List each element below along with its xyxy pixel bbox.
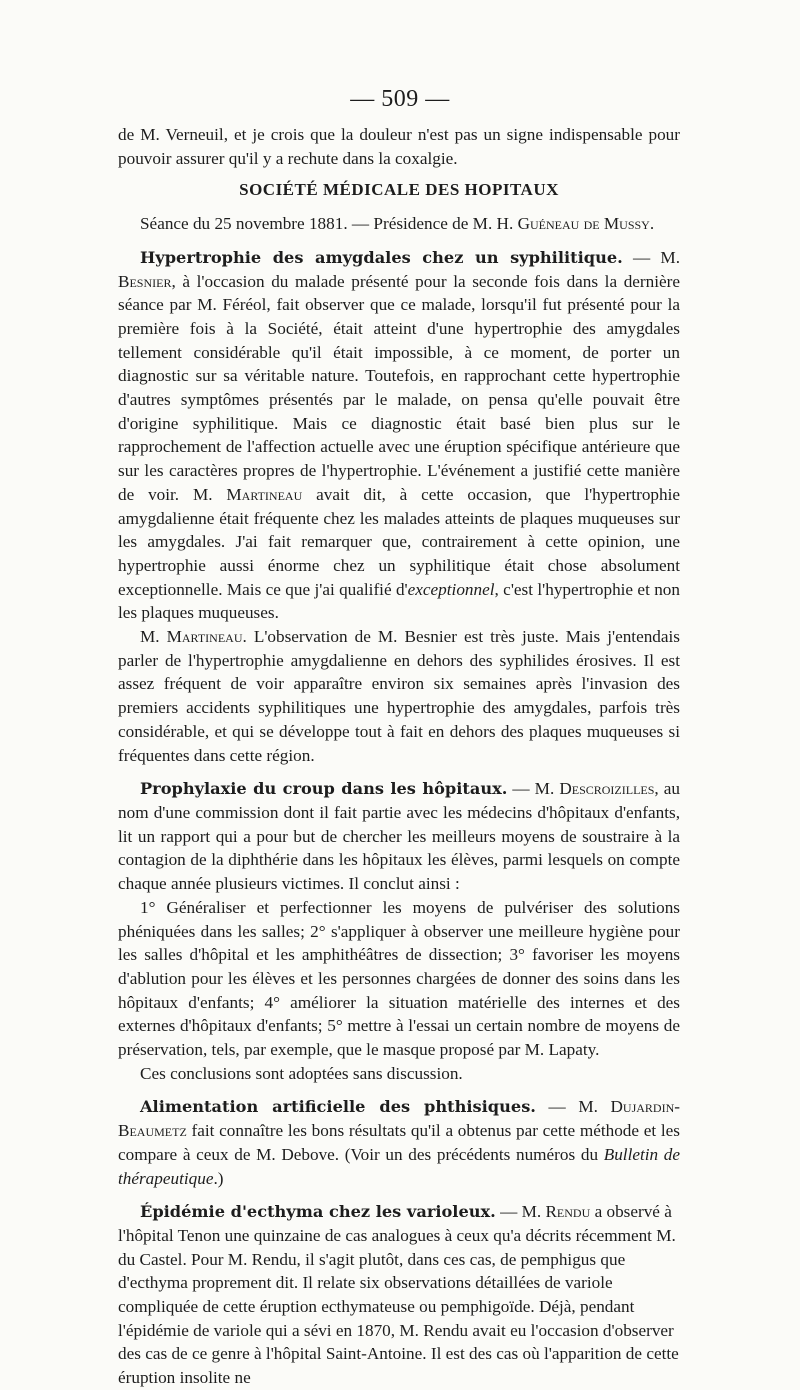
section-amygdales-p1 (118, 246, 680, 625)
body-text: , à l'occasion du malade présenté pour la seconde fois dans la dernière séance par M. Féréol, fait observer que ce malade, lorsqu'il fut présenté pour la première fois à la Société, était atteint d'une hypertrophie des amygdales tellement considérable qu'il était impossible, à ce moment, de porter un diagnostic sur sa véritable nature. Toutefois, en rapprochant cette hypertrophie d'autres symptômes présentés par le malade, on pensa qu'elle pouvait être d'origine syphilitique. Mais ce diagnostic était basé bien plus sur le rapprochement de l'affection actuelle avec une éruption spécifique antérieure que sur les caractères propres de l'hypertrophie. L'événement a justifié cette manière de voir. M. (118, 271, 680, 504)
opening-paragraph: de M. Verneuil, et je crois que la douleur n'est pas un signe indispensable pour pouvoir assurer qu'il y a rechute dans la coxalgie. (118, 125, 680, 168)
president-name: Guéneau de Mussy. (517, 214, 655, 234)
section-alimentation-p1 (118, 1095, 680, 1190)
body-text: avait dit, à cette occasion, que l'hypertrophie amygdalienne était fréquente chez les malades atteints de plaques muqueuses sur les amygdales. J'ai fait remarquer que, contrairement à cette opinion, une hypertrophie aussi énorme chez un syphilitique était chose absolument exceptionnelle. Mais ce que j'ai qualifié d' (118, 484, 681, 599)
body-text: fait connaître les bons résultats qu'il a obtenus par cette méthode et les compare à ceux de M. Debove. (Voir un des précédents numéros du (118, 1121, 680, 1164)
body-text: .) (213, 1168, 224, 1188)
author-martineau: Martineau (226, 484, 303, 504)
society-heading: SOCIÉTÉ MÉDICALE DES HOPITAUX (239, 180, 559, 200)
body-text: , c'est l'hypertrophie et non les plaques muqueuses. (118, 579, 680, 623)
section-croup-adopted: Ces conclusions sont adoptées sans discussion. (140, 1063, 463, 1083)
seance-line (118, 212, 680, 236)
italic-word: exceptionnel (407, 579, 495, 599)
section-dash: — M. (622, 247, 680, 267)
section-title-croup: Prophylaxie du croup dans les hôpitaux. (140, 779, 508, 799)
section-dash: — M. (495, 1202, 546, 1222)
section-croup-conclusions: 1° Généraliser et perfectionner les moyens de pulvériser des solutions phéniquées dans les salles; 2° s'appliquer à observer une meilleure hygiène pour les salles d'hôpital et les amphithéâtres de dissection; 3° favoriser les moyens d'ablution pour les élèves et les personnes chargées de donner des soins dans les hôpitaux d'enfants; 4° améliorer la situation matérielle des internes et des externes d'hôpitaux d'enfants; 5° mettre à l'essai un certain nombre de moyens de préservation, tels, par exemple, que le masque proposé par M. Lapaty. (118, 897, 680, 1060)
section-title-alimentation: Alimentation artificielle des phthisiques. (140, 1097, 536, 1117)
author-rendu: Rendu (545, 1202, 591, 1222)
author-besnier: Besnier (118, 271, 172, 291)
page-number: — 509 — (350, 86, 450, 112)
page-body (118, 123, 680, 1390)
section-dash: — M. (507, 779, 560, 799)
section-dash: — M. (535, 1097, 611, 1117)
journal-title: Bulletin de thérapeutique (118, 1144, 681, 1188)
body-text: M. (140, 627, 167, 647)
author-martineau: Martineau (166, 627, 243, 647)
seance-text: Séance du 25 novembre 1881. — Présidence de M. H. (140, 214, 514, 234)
section-amygdales-p2 (118, 625, 680, 767)
section-ecthyma-p1 (118, 1200, 680, 1390)
section-croup-p1 (118, 777, 680, 896)
author-descroizilles: Descroizilles (559, 779, 655, 799)
author-dujardin-beaumetz: Dujardin-Beaumetz (118, 1097, 680, 1141)
section-title-ecthyma: Épidémie d'ecthyma chez les varioleux. (140, 1202, 496, 1222)
body-text: , au nom d'une commission dont il fait partie avec les médecins d'hôpitaux d'enfants, lit un rapport qui a pour but de chercher les meilleurs moyens de soustraire à la contagion de la diphthérie dans les hôpitaux les élèves, parmi lesquels on compte chaque année plusieurs victimes. Il conclut ainsi : (118, 779, 680, 894)
body-text: . L'observation de M. Besnier est très juste. Mais j'entendais parler de l'hypertrophie amygdalienne en dehors des syphilides érosives. Il est assez fréquent de voir apparaître environ six semaines après l'invasion des premiers accidents syphilitiques une hypertrophie des amygdales, parfois très considérable, et qui se développe tout à fait en dehors des plaques muqueuses si fréquentes dans cette région. (118, 627, 680, 765)
section-title-amygdales: Hypertrophie des amygdales chez un syphilitique. (140, 247, 623, 267)
body-text: a observé à l'hôpital Tenon une quinzaine de cas analogues à ceux qu'a décrits récemment M. du Castel. Pour M. Rendu, il s'agit plutôt, dans ces cas, de pemphigus que d'ecthyma proprement dit. Il relate six observations détaillées de variole compliquée de cette éruption ecthymateuse ou pemphigoïde. Déjà, pendant l'épidémie de variole qui a sévi en 1870, M. Rendu avait eu l'occasion d'observer des cas de ce genre à l'hôpital Saint-Antoine. Il est des cas où l'apparition de cette éruption insolite ne (118, 1202, 679, 1388)
